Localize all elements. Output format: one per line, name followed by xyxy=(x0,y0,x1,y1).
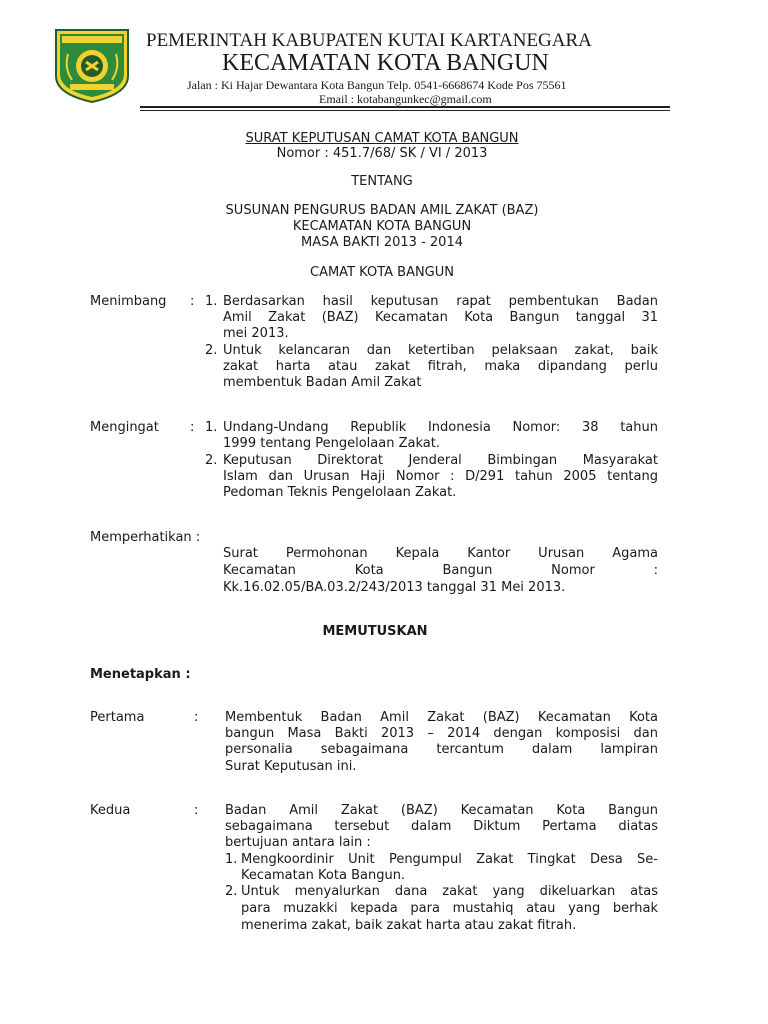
letterhead-rule xyxy=(140,106,670,108)
menimbang-label: Menimbang xyxy=(90,294,167,309)
pertama-line-3: personalia sebagaimana tercantum dalam lampiran xyxy=(225,742,658,757)
memutuskan-heading: MEMUTUSKAN xyxy=(322,624,428,639)
subject-line-2: KECAMATAN KOTA BANGUN xyxy=(292,219,472,234)
memperhatikan-line-3: Kk.16.02.05/BA.03.2/243/2013 tanggal 31 Mei 2013. xyxy=(223,580,566,595)
menimbang-colon: : xyxy=(190,294,195,309)
menimbang-item-2-line-1: Untuk kelancaran dan ketertiban pelaksaan zakat, baik xyxy=(223,343,658,358)
subject-line-3: MASA BAKTI 2013 - 2014 xyxy=(301,235,463,250)
mengingat-num-1: 1. xyxy=(205,420,218,435)
memperhatikan-line-1: Surat Permohonan Kepala Kantor Urusan Agama xyxy=(223,546,658,561)
kedua-line-3: bertujuan antara lain : xyxy=(225,835,371,850)
letterhead-government: PEMERINTAH KABUPATEN KUTAI KARTANEGARA xyxy=(146,30,592,51)
letterhead-district: KECAMATAN KOTA BANGUN xyxy=(222,50,549,76)
subject-line-1: SUSUNAN PENGURUS BADAN AMIL ZAKAT (BAZ) xyxy=(225,203,539,218)
decree-number: Nomor : 451.7/68/ SK / VI / 2013 xyxy=(276,146,488,161)
mengingat-item-1-line-1: Undang-Undang Republik Indonesia Nomor: 38 tahun xyxy=(223,420,658,435)
kedua-colon: : xyxy=(194,803,199,818)
menimbang-item-1-line-2: Amil Zakat (BAZ) Kecamatan Kota Bangun tanggal 31 xyxy=(223,310,658,325)
menetapkan-label: Menetapkan : xyxy=(90,667,191,682)
menimbang-item-1-line-1: Berdasarkan hasil keputusan rapat pembentukan Badan xyxy=(223,294,658,309)
mengingat-colon: : xyxy=(190,420,195,435)
mengingat-label: Mengingat xyxy=(90,420,159,435)
menimbang-item-2-line-2: zakat harta atau zakat fitrah, maka dipandang perlu xyxy=(223,359,658,374)
kedua-num-2: 2. xyxy=(225,884,238,899)
pertama-line-2: bangun Masa Bakti 2013 – 2014 dengan komposisi dan xyxy=(225,726,658,741)
kedua-item-2-line-2: para muzakki kepada para mustahiq atau yang berhak xyxy=(241,901,658,916)
mengingat-item-2-line-1: Keputusan Direktorat Jenderal Bimbingan Masyarakat xyxy=(223,453,658,468)
menimbang-item-1-line-3: mei 2013. xyxy=(223,326,289,341)
menimbang-num-2: 2. xyxy=(205,343,218,358)
pertama-line-4: Surat Keputusan ini. xyxy=(225,759,357,774)
letterhead-email: Email : kotabangunkec@gmail.com xyxy=(319,92,492,106)
kedua-item-1-line-1: Mengkoordinir Unit Pengumpul Zakat Tingkat Desa Se- xyxy=(241,852,658,867)
letterhead-address: Jalan : Ki Hajar Dewantara Kota Bangun Telp. 0541-6668674 Kode Pos 75561 xyxy=(187,78,567,92)
mengingat-num-2: 2. xyxy=(205,453,218,468)
issuer-heading: CAMAT KOTA BANGUN xyxy=(310,265,454,280)
pertama-colon: : xyxy=(194,710,199,725)
mengingat-item-2-line-3: Pedoman Teknis Pengelolaan Zakat. xyxy=(223,485,457,500)
tentang-heading: TENTANG xyxy=(351,174,413,189)
regency-emblem-logo xyxy=(50,24,134,104)
letterhead-rule-thin xyxy=(140,110,670,111)
pertama-line-1: Membentuk Badan Amil Zakat (BAZ) Kecamatan Kota xyxy=(225,710,658,725)
kedua-label: Kedua xyxy=(90,803,131,818)
menimbang-item-2-line-3: membentuk Badan Amil Zakat xyxy=(223,375,422,390)
mengingat-item-1-line-2: 1999 tentang Pengelolaan Zakat. xyxy=(223,436,440,451)
pertama-label: Pertama xyxy=(90,710,145,725)
decree-title: SURAT KEPUTUSAN CAMAT KOTA BANGUN xyxy=(245,131,519,146)
menimbang-num-1: 1. xyxy=(205,294,218,309)
kedua-num-1: 1. xyxy=(225,852,238,867)
memperhatikan-label: Memperhatikan : xyxy=(90,530,201,545)
mengingat-item-2-line-2: Islam dan Urusan Haji Nomor : D/291 tahun 2005 tentang xyxy=(223,469,658,484)
memperhatikan-line-2: Kecamatan Kota Bangun Nomor : xyxy=(223,563,658,578)
kedua-item-2-line-3: menerima zakat, baik zakat harta atau zakat fitrah. xyxy=(241,918,577,933)
kedua-line-2: sebagaimana tersebut dalam Diktum Pertama diatas xyxy=(225,819,658,834)
kedua-line-1: Badan Amil Zakat (BAZ) Kecamatan Kota Bangun xyxy=(225,803,658,818)
kedua-item-1-line-2: Kecamatan Kota Bangun. xyxy=(241,868,406,883)
kedua-item-2-line-1: Untuk menyalurkan dana zakat yang dikeluarkan atas xyxy=(241,884,658,899)
